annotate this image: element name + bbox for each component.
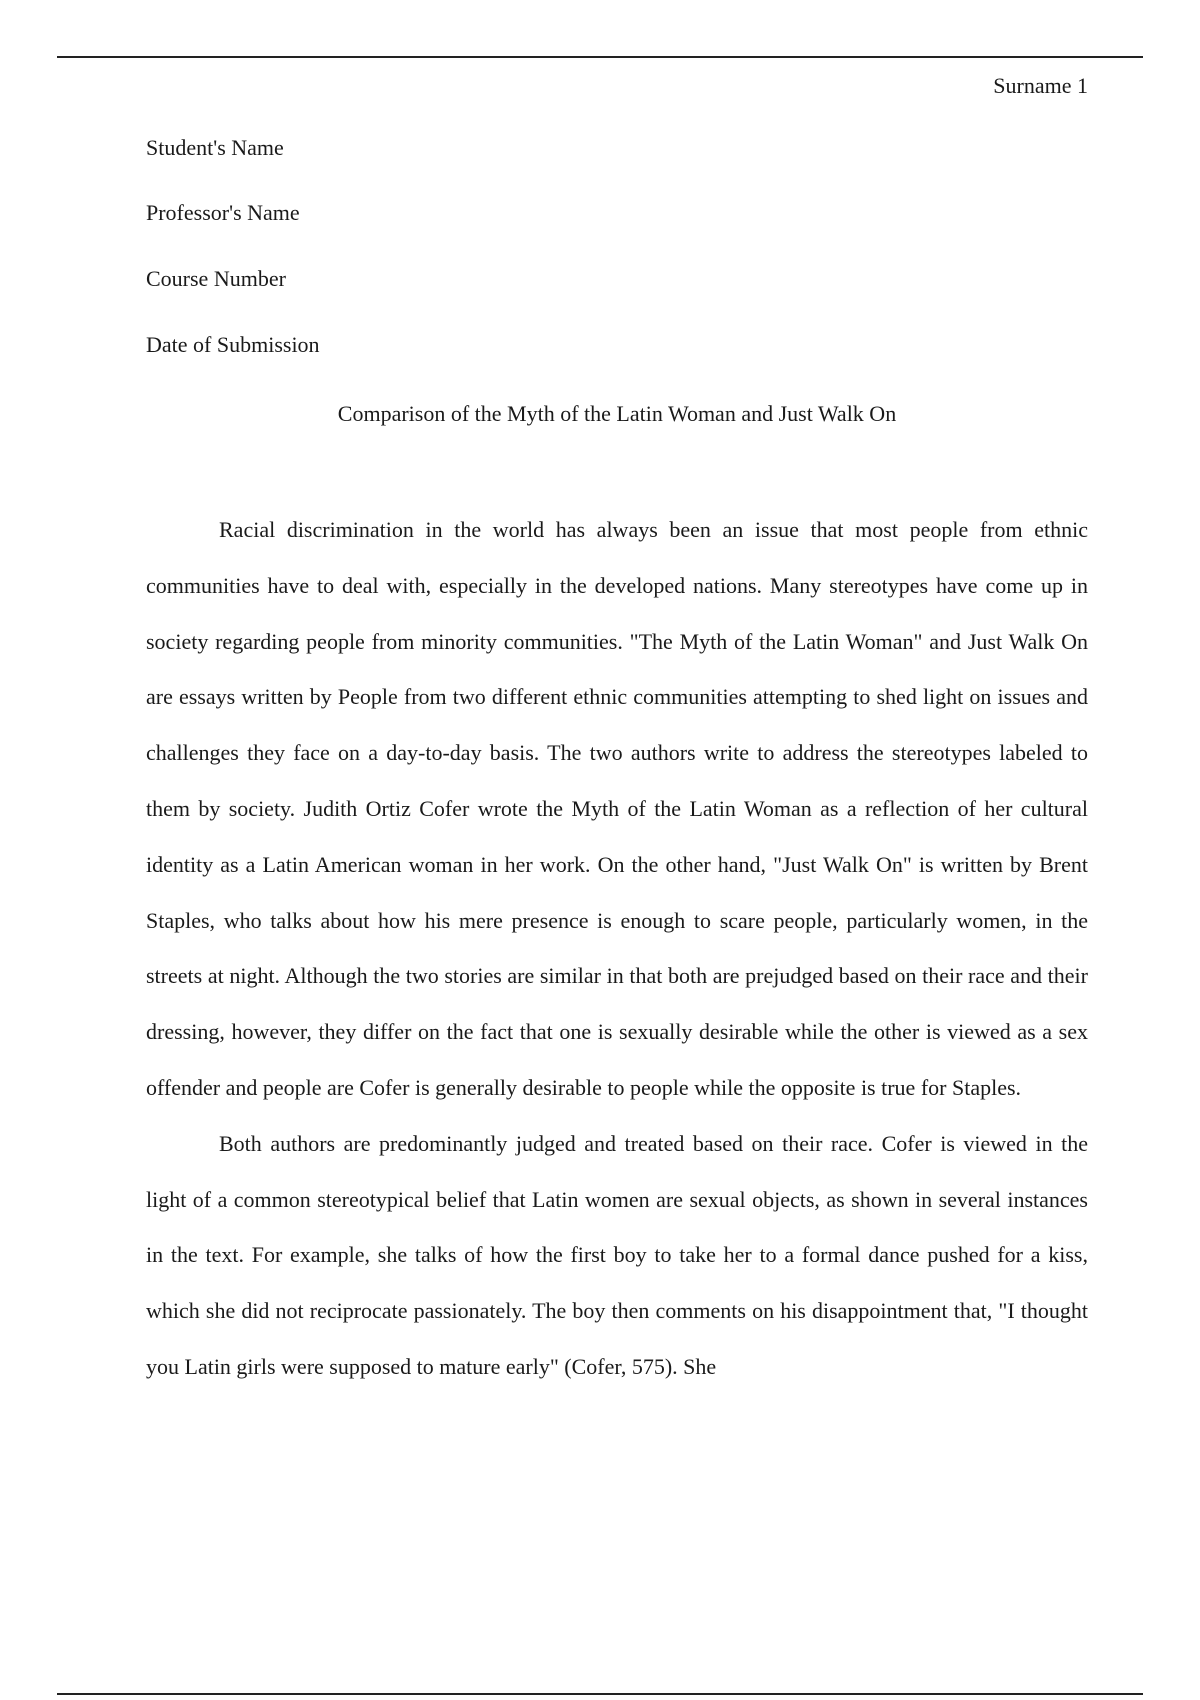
paragraph: Racial discrimination in the world has always been an issue that most people from ethnic communities have to deal with, especially in the developed nations. Many stereotypes have come up in society regarding people from minority communities. "The Myth of the Latin Woman" and Just Walk On are essays written by People from two different ethnic communities attempting to shed light on issues and challenges they face on a day-to-day basis. The two authors write to address the stereotypes labeled to them by society. Judith Ortiz Cofer wrote the Myth of the Latin Woman as a reflection of her cultural identity as a Latin American woman in her work. On the other hand, "Just Walk On" is written by Brent Staples, who talks about how his mere presence is enough to scare people, particularly women, in the streets at night. Although the two stories are similar in that both are prejudged based on their race and their dressing, however, they differ on the fact that one is sexually desirable while the other is viewed as a sex offender and people are Cofer is generally desirable to people while the opposite is true for Staples. — [146, 517, 1088, 1100]
course-number: Course Number — [146, 266, 286, 291]
document-title: Comparison of the Myth of the Latin Woman and Just Walk On — [337, 401, 897, 426]
date-of-submission: Date of Submission — [146, 332, 320, 357]
student-name: Student's Name — [146, 135, 284, 160]
essay-body — [146, 502, 1088, 1395]
professor-name: Professor's Name — [146, 200, 300, 225]
page-top-rule — [57, 56, 1143, 58]
page-bottom-rule — [57, 1693, 1143, 1695]
running-head: Surname 1 — [993, 73, 1088, 98]
paragraph: Both authors are predominantly judged and treated based on their race. Cofer is viewed in the light of a common stereotypical belief that Latin women are sexual objects, as shown in several instances in the text. For example, she talks of how the first boy to take her to a formal dance pushed for a kiss, which she did not reciprocate passionately. The boy then comments on his disappointment that, "I thought you Latin girls were supposed to mature early" (Cofer, 575). She — [146, 1130, 1088, 1379]
